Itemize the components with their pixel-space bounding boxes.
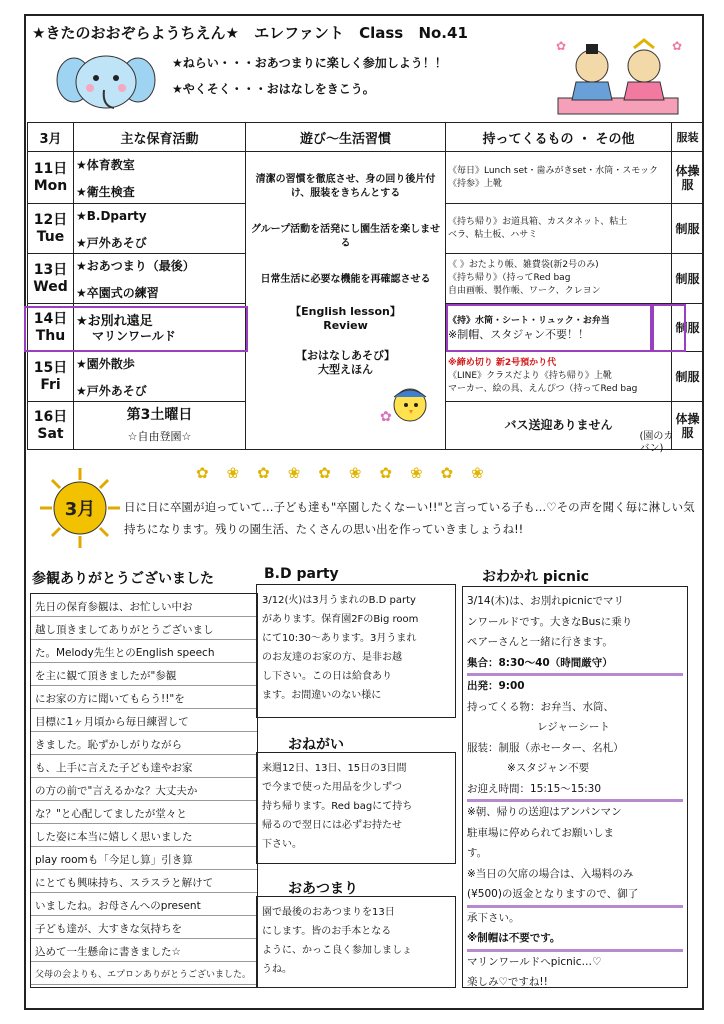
header-title [32,22,478,43]
highlight-outing-activity [24,306,248,352]
bd-party-title: B.D party [264,566,339,582]
gathering-title: おあつまり [288,881,358,897]
activity-cell: ★お別れ遠足 マリンワールド [74,304,246,352]
request-title: おねがい [288,737,344,753]
aim-line: ★ねらい・・・おあつまりに楽しく参加しよう！！ [172,56,447,70]
day-cell: 15日 Fri [28,352,74,402]
bd-party-box: 3/12(火)は3月うまれのB.D party があります。保育園2FのBig room にて10:30～あります。3月うまれ のお友達のお家の方、是非お越 し下さい。この日は給食あり ます。お間違いのない様に [256,584,456,718]
bring-cell: 《持》水筒・シート・リュック・お弁当 ※制帽、スタジャン不要！！ (園のカバン) [446,304,672,352]
bring-cell: バス送迎ありません [446,402,672,450]
bring-cell: 《毎日》Lunch set・歯みがきset・水筒・スモック 《持参》上靴 [446,152,672,204]
butterfly-decoration: ✿❀✿❀✿❀✿❀✿❀ [196,464,502,482]
day-cell: 13日 Wed [28,254,74,304]
class-label: Class [359,24,404,42]
day-cell: 12日 Tue [28,204,74,254]
highlight-outing-items [446,304,652,352]
highlight-outing-clothes [652,304,686,352]
svg-text:✿: ✿ [556,39,567,53]
activity-cell: ★体育教室 ★衛生検査 [74,152,246,204]
activity-cell: 第3土曜日 ☆自由登園☆ [74,402,246,450]
request-box: 来週12日、13日、15日の3日間 で今まで使った用品を少しずつ 持ち帰ります。Red bagにて持ち 帰るので翌日には必ずお持たせ 下さい。 [256,752,456,864]
activity-cell: ★おあつまり（最後） ★卒園式の練習 [74,254,246,304]
day-cell: 16日 Sat [28,402,74,450]
clothes-cell: 体操服 [672,402,704,450]
picnic-title: おわかれ picnic [482,569,590,585]
class-name: エレファント [254,24,344,42]
bring-cell: 《持ち帰り》お道具箱、カスタネット、粘土 ベラ、粘土板、ハサミ [446,204,672,254]
activity-header: 主な保育活動 [74,123,246,152]
clothes-cell: 制服 [672,204,704,254]
day-cell: 14日 Thu [28,304,74,352]
sun-label: 3月 [64,499,96,520]
chick-illustration [380,381,432,427]
clothes-cell: 制服 [672,254,704,304]
clothes-cell: 体操服 [672,152,704,204]
table-row [28,152,704,204]
activity-cell: ★園外散歩 ★戸外あそび [74,352,246,402]
clothes-header: 服装 [672,123,704,152]
clothes-cell: 制服 [672,304,704,352]
gathering-box: 園で最後のおあつまりを13日 にします。皆のお手本となる ように、かっこ良く参加しましょ うね。 [256,896,456,988]
day-cell: 11日 Mon [28,152,74,204]
bring-header: 持ってくるもの ・ その他 [446,123,672,152]
activity-cell: ★B.Dparty ★戸外あそび [74,204,246,254]
habit-cell: 清潔の習慣を徹底させ、身の回り後片付け、服装をきちんとする グループ活動を活発にし園生活を楽しませる 日常生活に必要な機能を再確認させる 【English lesson】 Review 【おはなしあそび】 大型えほん ✿ [246,152,446,450]
month-header: 3月 [28,123,74,152]
hina-dolls-illustration [548,36,688,120]
bag-note: (園のカバン) [639,430,674,454]
habit-header: 遊び～生活習慣 [246,123,446,152]
intro-message: 日に日に卒園が迫っていて…子ども達も"卒園したくなーい!!"と言っている子も…♡その声を聞く毎に淋しい気持ちになります。残りの園生活、たくさんの思い出を作っていきましょうね!! [124,500,695,536]
visit-thanks-box: 先日の保育参観は、お忙しい中お 越し頂きましてありがとうございまし た。Melody先生とのEnglish speech を主に観て頂きましたが"参観 にお家の方に聞いてもらう!!"を 目標に1ヶ月頃から毎日練習して きました。恥ずかしがりながら も、上手に言えた子ども達やお家 の方の前で"言えるかな？大丈夫か な？"と心配してましたが堂々と した姿に本当に嬉しく思いました play roomも「今足し算」引き算 にとても興味持ち、スラスラと解けて いましたね。お母さんへのpresent 子ども達が、大すきな気持ちを 込めて一生懸命に書きました☆ 父母の会よりも、エプロンありがとうございました。 [30,593,258,988]
visit-thanks-title: 参観ありがとうございました [32,571,214,587]
issue-number: No.41 [418,24,468,42]
picnic-box: 3/14(木)は、お別れpicnicでマリ ンワールドです。大きなBusに乗り ペアーさんと一緒に行きます。 集合：8:30～40（時間厳守） 出発：9:00 持ってくる物：お弁当、水筒、 レジャーシート 服装：制服（赤セーター、名札） ※スタジャン不要 お迎え時間：15:15～15:30 ※朝、帰りの送迎はアンパンマン 駐車場に停められてお願いしま す。 ※当日の欠席の場合は、入場料のみ (¥500)の返金となりますので、御了 承下さい。 ※制帽は不要です。 マリンワールドへpicnic…♡ 楽しみ♡ですね!! [462,586,688,988]
school-name: ★きたのおおぞらようちえん★ [32,24,239,42]
svg-text:✿: ✿ [379,409,392,425]
weekly-schedule-table [27,122,704,454]
clothes-cell: 制服 [672,352,704,402]
march-sun-badge [38,466,122,550]
promise-line: ★やくそく・・・おはなしをきこう。 [172,82,375,96]
elephant-illustration [56,50,156,116]
bring-cell: ※締め切り 新2号預かり代 《LINE》クラスだより《持ち帰り》上靴 マーカー、絵の具、えんぴつ（持ってRed bag [446,352,672,402]
svg-text:✿: ✿ [672,39,683,53]
bring-cell: 《 》おたより帳、雑費袋(新2号のみ) 《持ち帰り》（持ってRed bag 自由画帳、製作帳、ワーク、クレヨン [446,254,672,304]
